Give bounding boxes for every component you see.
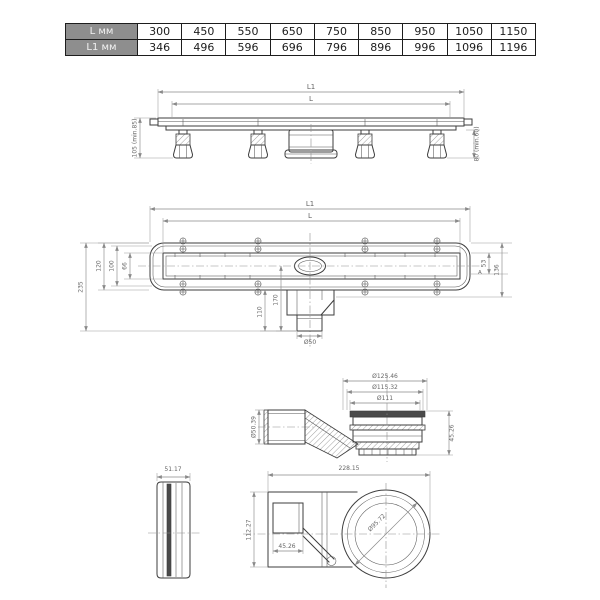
dim-label-l1-elevation: L1 <box>306 83 316 91</box>
dim-label-22815: 228.15 <box>338 465 360 472</box>
l1-value: 796 <box>314 40 358 56</box>
dim-l-plan <box>163 218 460 252</box>
dim-53 <box>471 253 508 274</box>
dim-label-dia95: Ø95.72 <box>366 512 388 534</box>
trap-bottom-view <box>148 465 442 588</box>
dim-label-11227: 112.27 <box>245 519 253 541</box>
dim-label-dia50-plan: Ø50 <box>303 339 317 346</box>
front-elevation-view <box>132 83 481 164</box>
row-header-l1: L1 мм <box>66 40 138 56</box>
siphon-trap-elevation <box>285 124 337 164</box>
trap-top-outline <box>268 492 357 567</box>
l1-value: 1096 <box>447 40 491 56</box>
dim-label-4526-section: 45.26 <box>448 424 456 442</box>
l1-value: 596 <box>226 40 270 56</box>
l1-value: 1196 <box>491 40 535 56</box>
plan-view <box>78 200 513 348</box>
l-value: 750 <box>314 24 358 40</box>
dim-label-dia5039: Ø50.39 <box>250 416 258 438</box>
dim-height-total <box>131 118 173 158</box>
dim-5117 <box>157 473 190 481</box>
l-value: 1050 <box>447 24 491 40</box>
dim-dia125 <box>343 378 427 410</box>
dim-label-100: 100 <box>108 260 116 272</box>
l1-value: 996 <box>403 40 447 56</box>
l-value: 850 <box>359 24 403 40</box>
dim-label-height-total: 105 (min.85) <box>131 118 139 158</box>
l-value: 650 <box>270 24 314 40</box>
dim-label-110: 110 <box>256 306 264 318</box>
dim-11227 <box>250 492 267 567</box>
dim-label-l1-plan: L1 <box>305 200 315 208</box>
dim-label-4526-trap: 45.26 <box>278 543 296 550</box>
dim-label-136: 136 <box>493 264 501 276</box>
section-mark-a: A <box>478 270 482 276</box>
outlet-section-view <box>251 373 456 462</box>
dim-label-height-leg: 80 (min.60) <box>473 126 481 162</box>
row-header-l: L мм <box>66 24 138 40</box>
l1-value: 496 <box>182 40 226 56</box>
dim-label-53: 53 <box>480 259 488 268</box>
l-value: 1150 <box>491 24 535 40</box>
dim-label-170: 170 <box>272 294 280 306</box>
l-value: 450 <box>182 24 226 40</box>
dim-l1-elevation <box>158 89 464 117</box>
dim-label-l-plan: L <box>308 212 312 220</box>
dim-label-dia115: Ø115.32 <box>372 384 398 391</box>
l1-value: 896 <box>359 40 403 56</box>
dim-label-dia111: Ø111 <box>376 395 394 402</box>
dim-dia50-plan <box>297 332 322 339</box>
dim-label-l-elevation: L <box>309 95 313 103</box>
dim-label-235: 235 <box>77 281 85 293</box>
l-value: 550 <box>226 24 270 40</box>
l1-value: 696 <box>270 40 314 56</box>
dim-label-120: 120 <box>95 260 103 272</box>
dim-label-5117: 51.17 <box>164 466 182 473</box>
l1-value: 346 <box>138 40 182 56</box>
dim-label-66: 66 <box>121 262 129 270</box>
l-value: 950 <box>403 24 447 40</box>
l-value: 300 <box>138 24 182 40</box>
outlet-plan <box>287 290 334 331</box>
flange-side-profile <box>148 482 200 578</box>
dim-label-dia125: Ø125.46 <box>372 373 398 380</box>
dim-l-elevation <box>172 101 450 117</box>
